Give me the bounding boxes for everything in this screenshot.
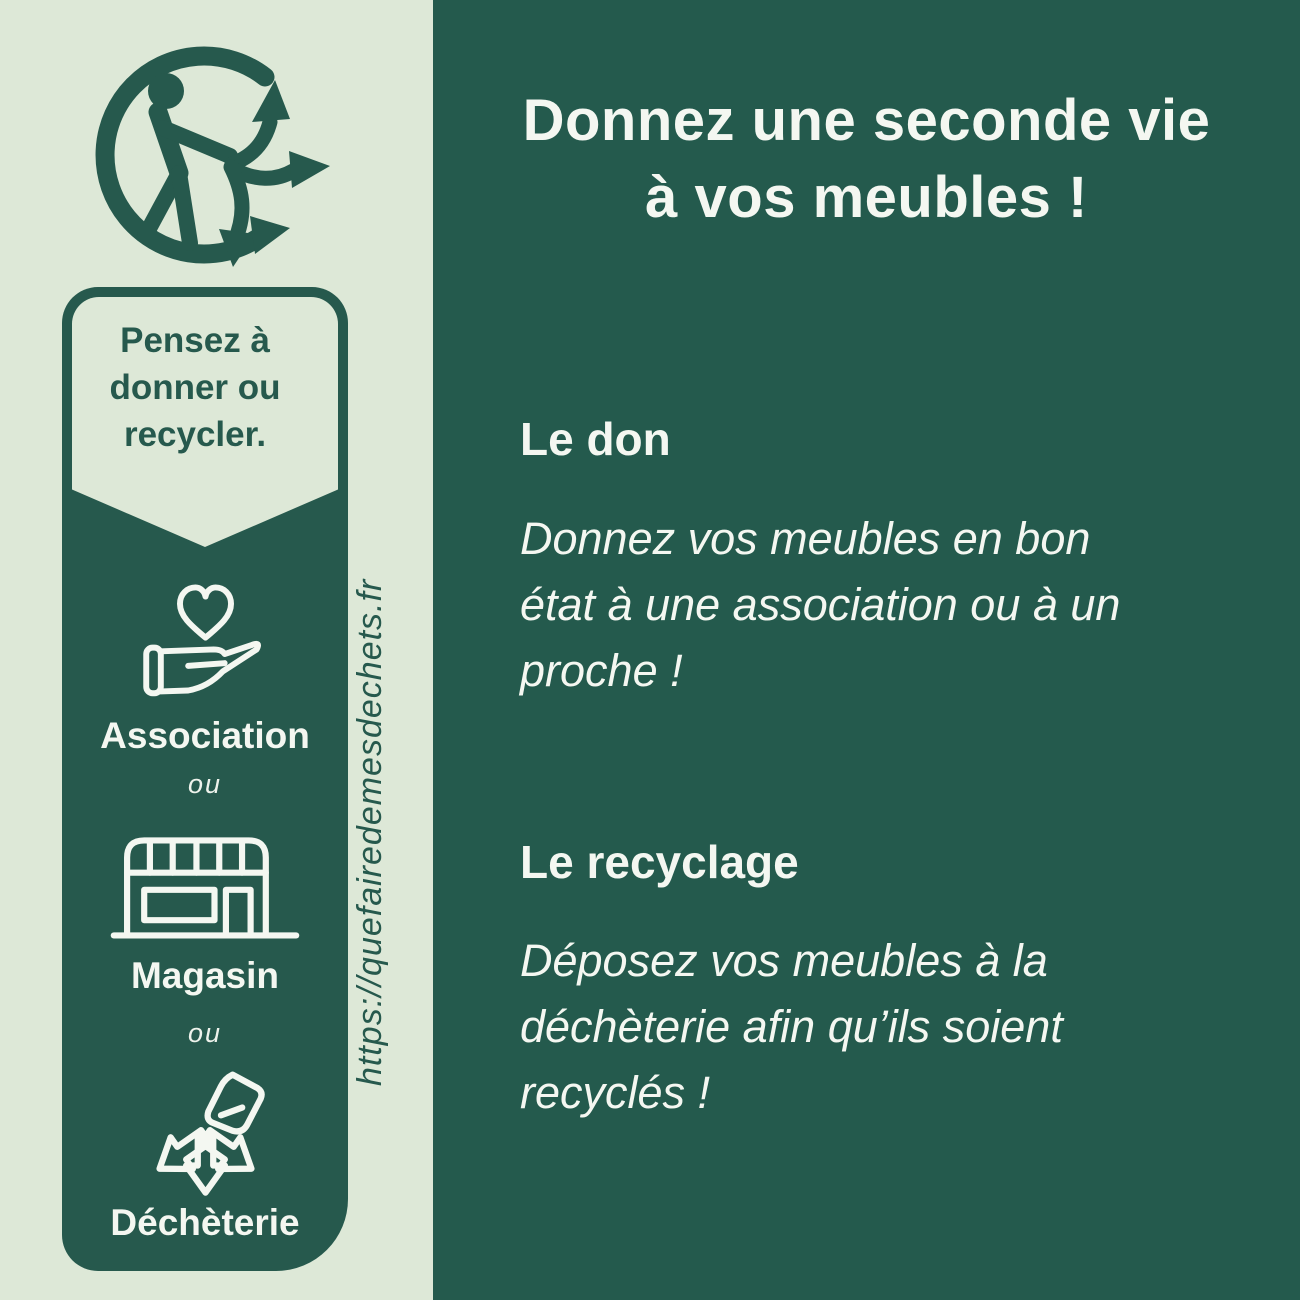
options-ribbon: [62, 287, 348, 1271]
body-line: Déposez vos meubles à la: [520, 935, 1048, 986]
option-label-decheterie: Déchèterie: [110, 1202, 300, 1243]
triman-recycling-logo-icon: [92, 38, 342, 273]
body-line: déchèterie afin qu’ils soient: [520, 1001, 1063, 1052]
body-line: état à une association ou à un: [520, 579, 1121, 630]
body-line: proche !: [520, 645, 683, 696]
pennant-text: [62, 317, 328, 458]
body-line: Donnez vos meubles en bon: [520, 513, 1091, 564]
section-body-recyclage: [520, 928, 1063, 1126]
section-title-recyclage: Le recyclage: [520, 836, 799, 888]
page-title: [433, 82, 1300, 236]
pennant-line: Pensez à: [120, 321, 270, 360]
page-title-line: à vos meubles !: [645, 165, 1088, 230]
pennant-line: recycler.: [123, 415, 267, 454]
storefront-icon: [110, 829, 300, 962]
sorting-hand-icon: [128, 1065, 283, 1210]
website-url: https://quefairedemesdechets.fr: [351, 578, 389, 1086]
separator-ou: ou: [187, 1018, 223, 1048]
page-title-line: Donnez une seconde vie: [522, 88, 1211, 153]
right-panel: [433, 0, 1300, 1300]
pennant-line: donner ou: [109, 368, 281, 407]
option-label-magasin: Magasin: [130, 955, 280, 996]
option-label-association: Association: [100, 715, 310, 756]
section-title-don: Le don: [520, 413, 671, 465]
heart-in-hand-icon: [128, 573, 283, 715]
section-body-don: [520, 506, 1120, 704]
separator-ou: ou: [187, 769, 223, 799]
body-line: recyclés !: [520, 1067, 711, 1118]
